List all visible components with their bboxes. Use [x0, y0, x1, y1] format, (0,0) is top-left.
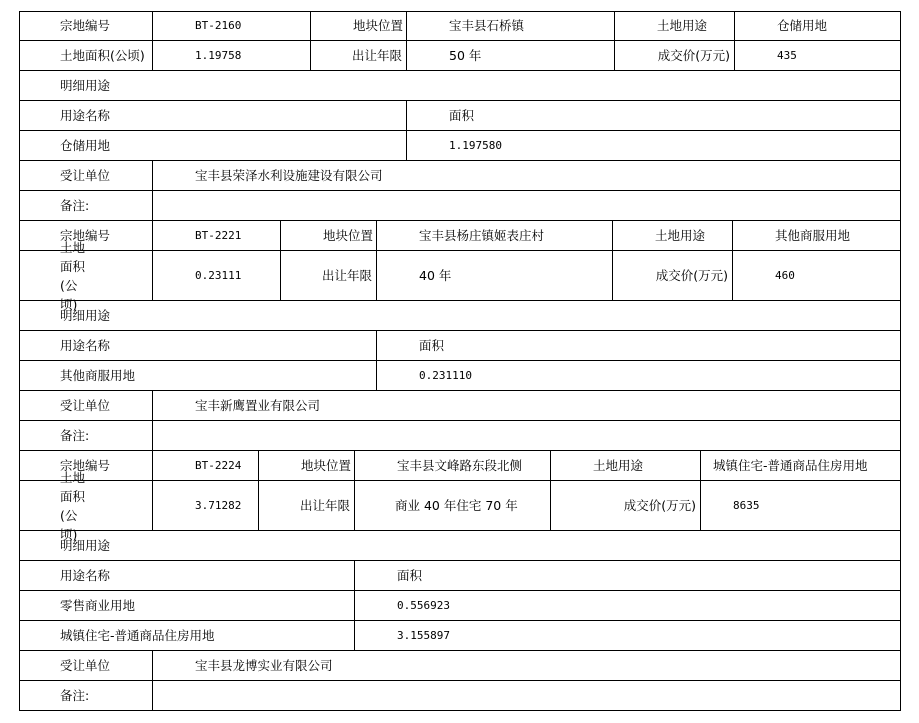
land-use-label: 土地用途: [550, 451, 700, 480]
remarks-label: 备注:: [60, 427, 90, 443]
area-ha-value: 3.71282: [152, 481, 258, 530]
location-value: 宝丰县文峰路东段北侧: [354, 451, 550, 480]
detail-row: [19, 361, 901, 391]
grantee-label: 受让单位: [60, 167, 111, 183]
parcel-area-row: [19, 239, 901, 312]
parcel-area-row: [19, 41, 901, 71]
area-label: 面积: [354, 561, 900, 590]
detail-use-label: 明细用途: [60, 307, 111, 323]
grantee-label: 受让单位: [60, 657, 111, 673]
area-ha-label: 土地面积(公顷): [60, 239, 86, 312]
price-label: 成交价(万元): [550, 481, 700, 530]
area-ha-label: 土地面积(公顷): [60, 47, 145, 63]
detail-header-row: [19, 561, 901, 591]
parcel-area-row: [19, 469, 901, 542]
detail-area-value: 1.197580: [406, 131, 900, 160]
detail-use-label: 明细用途: [60, 537, 111, 553]
term-value: 50 年: [406, 41, 614, 70]
land-use-value: 仓储用地: [734, 12, 900, 40]
remarks-value: [152, 681, 900, 710]
parcel-block-3: [19, 451, 901, 711]
term-label: 出让年限: [310, 41, 406, 70]
detail-use-row: [19, 71, 901, 101]
land-use-value: 城镇住宅-普通商品住房用地: [700, 451, 900, 480]
price-value: 8635: [700, 481, 900, 530]
detail-row: [19, 591, 901, 621]
location-label: 地块位置: [310, 12, 406, 40]
term-value: 40 年: [376, 251, 612, 300]
location-label: 地块位置: [280, 221, 376, 250]
detail-area-value: 3.155897: [354, 621, 900, 650]
grantee-row: [19, 651, 901, 681]
area-ha-value: 0.23111: [152, 251, 280, 300]
parcel-no-label: 宗地编号: [60, 18, 111, 33]
land-use-label: 土地用途: [614, 12, 734, 40]
remarks-row: [19, 681, 901, 711]
remarks-row: [19, 191, 901, 221]
grantee-row: [19, 391, 901, 421]
use-name-label: 用途名称: [60, 337, 111, 353]
detail-use-name: 城镇住宅-普通商品住房用地: [60, 627, 215, 643]
detail-use-name: 其他商服用地: [60, 367, 136, 383]
remarks-value: [152, 421, 900, 450]
area-label: 面积: [406, 101, 900, 130]
detail-use-name: 仓储用地: [60, 137, 111, 153]
grantee-value: 宝丰县荣泽水利设施建设有限公司: [152, 161, 900, 190]
grantee-value: 宝丰新鹰置业有限公司: [152, 391, 900, 420]
remarks-label: 备注:: [60, 197, 90, 213]
price-value: 435: [734, 41, 900, 70]
use-name-label: 用途名称: [60, 567, 111, 583]
detail-area-value: 0.556923: [354, 591, 900, 620]
grantee-label: 受让单位: [60, 397, 111, 413]
location-label: 地块位置: [258, 451, 354, 480]
parcel-header-row: [19, 221, 901, 251]
location-value: 宝丰县杨庄镇姬表庄村: [376, 221, 612, 250]
parcel-no-value: BT-2160: [152, 12, 310, 40]
area-ha-value: 1.19758: [152, 41, 310, 70]
detail-area-value: 0.231110: [376, 361, 900, 390]
remarks-row: [19, 421, 901, 451]
parcel-block-2: [19, 221, 901, 451]
term-label: 出让年限: [280, 251, 376, 300]
parcel-header-row: [19, 451, 901, 481]
grantee-value: 宝丰县龙博实业有限公司: [152, 651, 900, 680]
price-value: 460: [732, 251, 900, 300]
price-label: 成交价(万元): [614, 41, 734, 70]
land-use-value: 其他商服用地: [732, 221, 900, 250]
parcel-block-1: [19, 11, 901, 221]
area-label: 面积: [376, 331, 900, 360]
location-value: 宝丰县石桥镇: [406, 12, 614, 40]
parcel-no-value: BT-2221: [152, 221, 280, 250]
remarks-value: [152, 191, 900, 220]
parcel-no-label: 宗地编号: [60, 457, 111, 473]
detail-use-label: 明细用途: [60, 77, 111, 93]
detail-header-row: [19, 331, 901, 361]
parcel-no-value: BT-2224: [152, 451, 258, 480]
parcel-header-row: [19, 11, 901, 41]
detail-use-row: [19, 301, 901, 331]
use-name-label: 用途名称: [60, 107, 111, 123]
land-use-label: 土地用途: [612, 221, 732, 250]
detail-header-row: [19, 101, 901, 131]
term-value: 商业 40 年住宅 70 年: [354, 481, 550, 530]
detail-use-name: 零售商业用地: [60, 597, 136, 613]
term-label: 出让年限: [258, 481, 354, 530]
detail-row: [19, 621, 901, 651]
remarks-label: 备注:: [60, 687, 90, 703]
detail-use-row: [19, 531, 901, 561]
price-label: 成交价(万元): [612, 251, 732, 300]
grantee-row: [19, 161, 901, 191]
area-ha-label: 土地面积(公顷): [60, 469, 86, 542]
detail-row: [19, 131, 901, 161]
parcel-no-label: 宗地编号: [60, 227, 111, 243]
